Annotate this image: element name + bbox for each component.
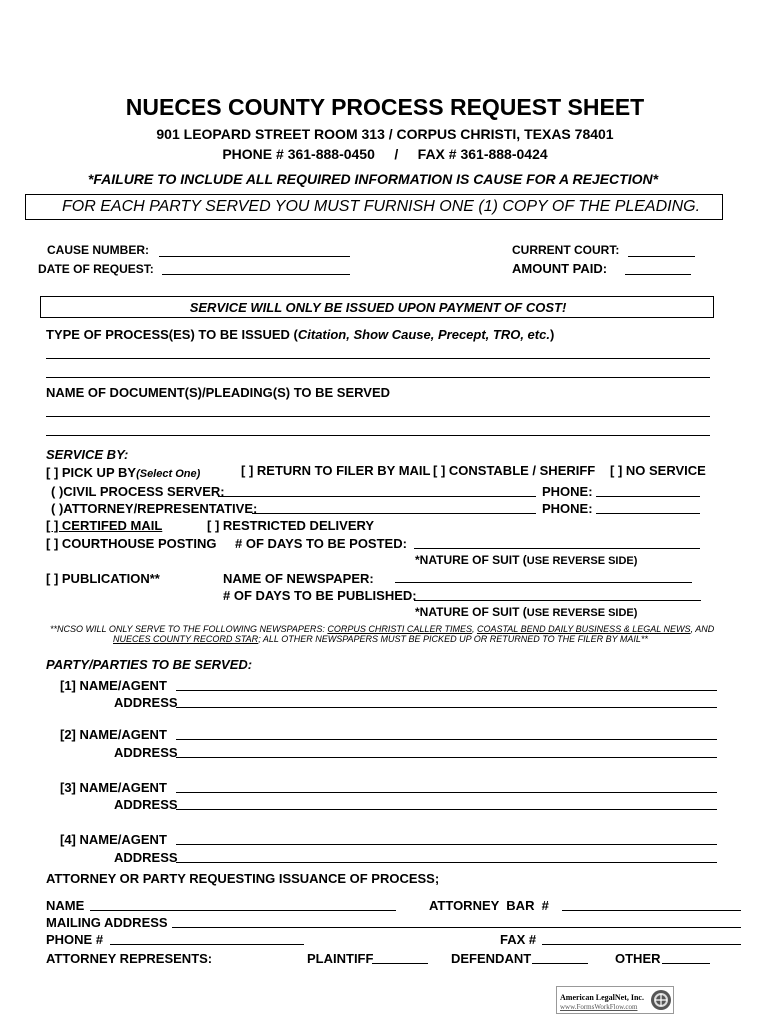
nature-of-suit-note-1: *NATURE OF SUIT (USE REVERSE SIDE) [415, 553, 638, 567]
rejection-warning: *FAILURE TO INCLUDE ALL REQUIRED INFORMATION IS CAUSE FOR A REJECTION* [87, 171, 659, 187]
party-2-name-label: [2] NAME/AGENT [60, 727, 167, 742]
globe-icon [650, 989, 672, 1011]
civil-server-option[interactable]: ( )CIVIL PROCESS SERVER: [51, 484, 225, 499]
party-2-address-field[interactable] [176, 757, 717, 758]
office-address: 901 LEOPARD STREET ROOM 313 / CORPUS CHRISTI, TEXAS 78401 [156, 126, 614, 142]
current-court-label: CURRENT COURT: [512, 243, 620, 257]
party-3-address-label: ADDRESS [114, 797, 178, 812]
newspaper-field[interactable] [395, 582, 692, 583]
party-4-name-field[interactable] [176, 844, 717, 845]
pleading-copy-notice-box [25, 194, 723, 220]
party-3-name-label: [3] NAME/AGENT [60, 780, 167, 795]
date-of-request-label: DATE OF REQUEST: [38, 262, 154, 276]
documents-field-1[interactable] [46, 416, 710, 417]
attorney-rep-phone-label: PHONE: [542, 501, 593, 516]
payment-notice: SERVICE WILL ONLY BE ISSUED UPON PAYMENT OF COST! [189, 300, 567, 315]
office-phone-fax: PHONE # 361-888-0450 / FAX # 361-888-0424 [222, 146, 548, 162]
return-mail-checkbox[interactable]: [ ] RETURN TO FILER BY MAIL [241, 463, 431, 478]
payment-notice-box [40, 296, 714, 318]
party-2-address-label: ADDRESS [114, 745, 178, 760]
attorney-rep-field[interactable] [252, 513, 536, 514]
ncso-newspaper-note-2: NUECES COUNTY RECORD STAR; ALL OTHER NEWSPAPERS MUST BE PICKED UP OR RETURNED TO THE FILER BY MAIL** [113, 634, 648, 644]
publisher-name: American LegalNet, Inc. [560, 993, 644, 1002]
attorney-fax-field[interactable] [542, 944, 741, 945]
restricted-delivery-checkbox[interactable]: [ ] RESTRICTED DELIVERY [207, 518, 375, 533]
mailing-address-label: MAILING ADDRESS [46, 915, 168, 930]
other-label: OTHER [615, 951, 661, 966]
attorney-name-label: NAME [46, 898, 85, 913]
pleading-copy-notice: FOR EACH PARTY SERVED YOU MUST FURNISH ONE (1) COPY OF THE PLEADING. [62, 198, 701, 215]
party-1-name-label: [1] NAME/AGENT [60, 678, 167, 693]
party-2-name-field[interactable] [176, 739, 717, 740]
cause-number-label: CAUSE NUMBER: [47, 243, 149, 257]
date-of-request-field[interactable] [162, 274, 350, 275]
amount-paid-field[interactable] [625, 274, 691, 275]
page-title: NUECES COUNTY PROCESS REQUEST SHEET [125, 94, 645, 120]
civil-server-field[interactable] [218, 496, 536, 497]
attorney-rep-phone-field[interactable] [596, 513, 700, 514]
pickup-checkbox[interactable]: [ ] PICK UP BY(Select One) [46, 465, 201, 480]
plaintiff-field[interactable] [372, 963, 428, 964]
attorney-bar-field[interactable] [562, 910, 741, 911]
party-3-name-field[interactable] [176, 792, 717, 793]
courthouse-posting-checkbox[interactable]: [ ] COURTHOUSE POSTING [46, 536, 217, 551]
defendant-field[interactable] [532, 963, 588, 964]
process-type-field-2[interactable] [46, 377, 710, 378]
mailing-address-field[interactable] [172, 927, 741, 928]
days-published-label: # OF DAYS TO BE PUBLISHED: [223, 588, 417, 603]
party-4-address-label: ADDRESS [114, 850, 178, 865]
ncso-newspaper-note-1: **NCSO WILL ONLY SERVE TO THE FOLLOWING NEWSPAPERS: CORPUS CHRISTI CALLER TIMES, COASTAL BEND DAILY BUSINESS & LEGAL NEWS, AND [50, 624, 715, 634]
process-type-field-1[interactable] [46, 358, 710, 359]
publication-checkbox[interactable]: [ ] PUBLICATION** [46, 571, 160, 586]
party-4-address-field[interactable] [176, 862, 717, 863]
attorney-phone-label: PHONE # [46, 932, 104, 947]
party-1-name-field[interactable] [176, 690, 717, 691]
certified-mail-checkbox[interactable]: [ ] CERTIFED MAIL [46, 518, 163, 533]
civil-server-phone-field[interactable] [596, 496, 700, 497]
parties-heading: PARTY/PARTIES TO BE SERVED: [46, 657, 253, 672]
plaintiff-label: PLAINTIFF [307, 951, 374, 966]
no-service-checkbox[interactable]: [ ] NO SERVICE [610, 463, 706, 478]
newspaper-label: NAME OF NEWSPAPER: [223, 571, 374, 586]
party-1-address-label: ADDRESS [114, 695, 178, 710]
party-4-name-label: [4] NAME/AGENT [60, 832, 167, 847]
attorney-fax-label: FAX # [500, 932, 537, 947]
defendant-label: DEFENDANT [451, 951, 532, 966]
documents-label: NAME OF DOCUMENT(S)/PLEADING(S) TO BE SERVED [46, 385, 391, 400]
attorney-phone-field[interactable] [110, 944, 304, 945]
days-posted-label: # OF DAYS TO BE POSTED: [235, 536, 407, 551]
current-court-field[interactable] [628, 256, 695, 257]
publisher-badge[interactable] [556, 986, 674, 1014]
cause-number-field[interactable] [159, 256, 350, 257]
documents-field-2[interactable] [46, 435, 710, 436]
publisher-url[interactable]: www.FormsWorkFlow.com [560, 1003, 638, 1011]
days-published-field[interactable] [414, 600, 701, 601]
service-by-heading: SERVICE BY: [46, 447, 129, 462]
nature-of-suit-note-2: *NATURE OF SUIT (USE REVERSE SIDE) [415, 605, 638, 619]
party-1-address-field[interactable] [176, 707, 717, 708]
process-type-label: TYPE OF PROCESS(ES) TO BE ISSUED (Citation, Show Cause, Precept, TRO, etc.) [46, 327, 555, 342]
constable-checkbox[interactable]: [ ] CONSTABLE / SHERIFF [433, 463, 596, 478]
party-3-address-field[interactable] [176, 809, 717, 810]
days-posted-field[interactable] [414, 548, 700, 549]
attorney-rep-option[interactable]: ( )ATTORNEY/REPRESENTATIVE: [51, 501, 258, 516]
attorney-bar-label: ATTORNEY BAR # [429, 898, 549, 913]
other-field[interactable] [662, 963, 710, 964]
attorney-heading: ATTORNEY OR PARTY REQUESTING ISSUANCE OF PROCESS; [46, 871, 440, 886]
amount-paid-label: AMOUNT PAID: [512, 261, 608, 276]
attorney-name-field[interactable] [90, 910, 396, 911]
attorney-represents-label: ATTORNEY REPRESENTS: [46, 951, 213, 966]
civil-server-phone-label: PHONE: [542, 484, 593, 499]
